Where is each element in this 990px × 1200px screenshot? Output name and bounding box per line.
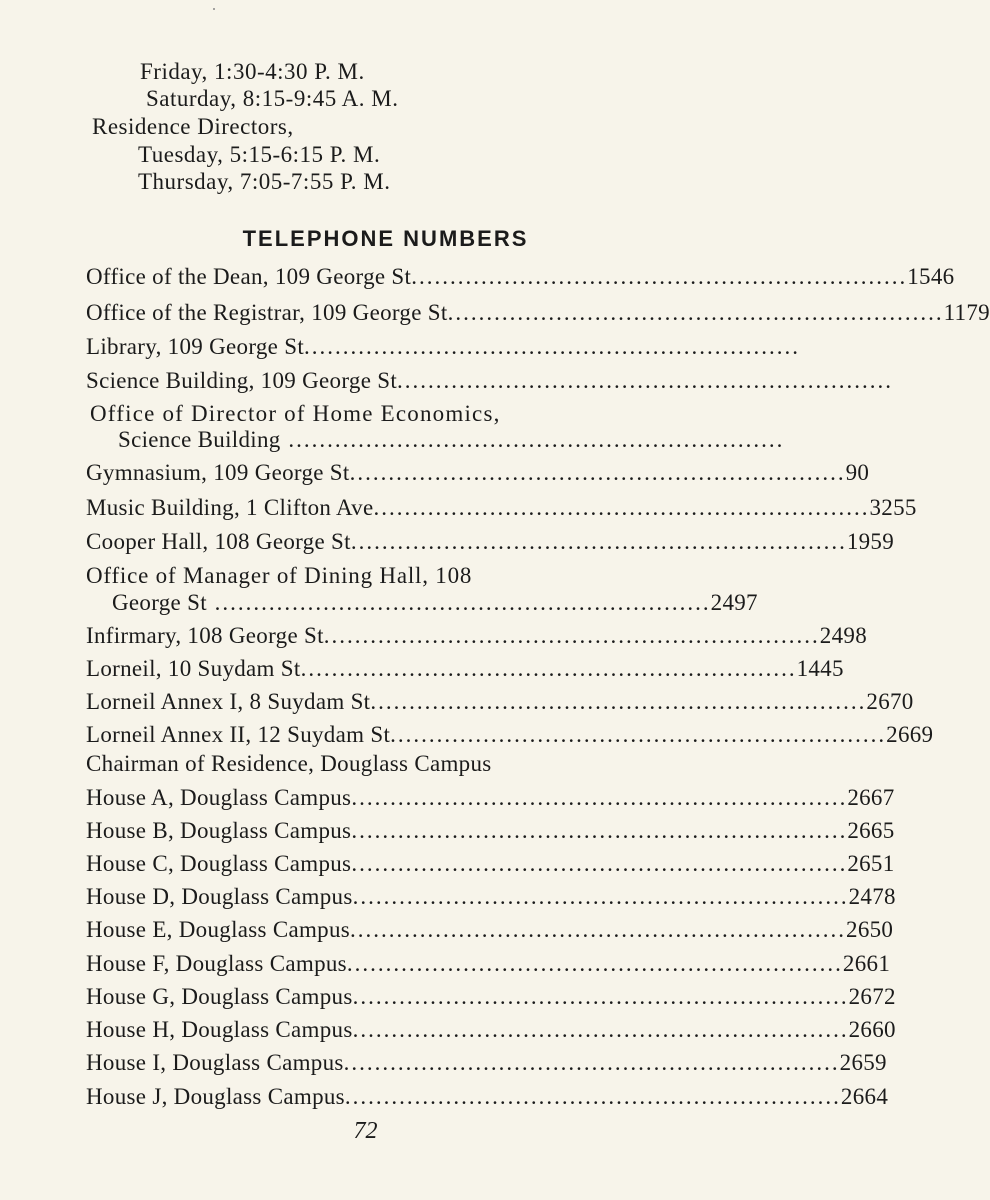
entry-label: Science Building, 109 George St <box>86 368 398 393</box>
leader-dots: ................................................................ <box>352 884 849 909</box>
list-item <box>86 883 896 910</box>
entry-number: 2672 <box>848 984 896 1009</box>
entry-number: 2651 <box>847 851 895 876</box>
entry-number: 2660 <box>848 1017 896 1042</box>
page-number: 72 <box>353 1118 378 1144</box>
entry-number: 2665 <box>847 818 895 843</box>
entry-number: 2667 <box>847 785 895 810</box>
list-item <box>118 426 785 453</box>
list-item <box>86 1049 887 1076</box>
list-item <box>86 784 895 811</box>
list-item <box>86 263 955 290</box>
entry-label: Library, 109 George St <box>86 334 305 359</box>
leader-dots: ................................................................ <box>373 495 870 520</box>
leader-dots: ................................................................ <box>350 529 847 554</box>
paper-speck <box>213 8 215 10</box>
leader-dots: ................................................................ <box>343 1050 840 1075</box>
list-item <box>86 655 844 682</box>
list-item <box>112 589 758 616</box>
entry-label: Lorneil Annex II, 12 Suydam St <box>86 722 391 747</box>
section-heading: TELEPHONE NUMBERS <box>242 226 529 251</box>
entry-label: Office of the Dean, 109 George St <box>86 264 412 289</box>
hours-line: Friday, 1:30-4:30 P. M. <box>140 59 365 84</box>
leader-dots: ................................................................ <box>352 1017 849 1042</box>
entry-label: Cooper Hall, 108 George St <box>86 529 351 554</box>
leader-dots: ................................................................ <box>351 818 848 843</box>
entry-number: 1546 <box>907 264 955 289</box>
entry-number: 2478 <box>848 884 896 909</box>
list-item <box>86 367 894 394</box>
entry-number: 2661 <box>842 951 891 976</box>
list-item <box>86 850 895 877</box>
list-item <box>86 622 867 649</box>
entry-number: 1179 <box>943 300 990 325</box>
entry-number: 2497 <box>710 590 758 615</box>
list-item <box>86 1016 896 1043</box>
hours-line: Residence Directors, <box>92 114 294 139</box>
list-item <box>86 494 917 521</box>
hours-line: Saturday, 8:15-9:45 A. M. <box>146 86 399 111</box>
entry-label: Infirmary, 108 George St <box>86 623 324 648</box>
entry-label: House A, Douglass Campus <box>86 785 352 810</box>
leader-dots: ................................................................ <box>344 1084 841 1109</box>
entry-number: 1445 <box>796 656 844 681</box>
entry-label: Office of Manager of Dining Hall, 108 <box>86 563 473 588</box>
leader-dots: ................................................................ <box>351 785 848 810</box>
entry-number: 3255 <box>869 495 917 520</box>
entry-label: House E, Douglass Campus <box>86 917 351 942</box>
entry-number: 2669 <box>886 722 934 747</box>
list-item <box>86 950 891 977</box>
leader-dots: ................................................................ <box>304 334 801 359</box>
entry-label: Chairman of Residence, Douglass Campus <box>86 751 492 776</box>
entry-label: Lorneil Annex I, 8 Suydam St <box>86 689 371 714</box>
entry-label: House J, Douglass Campus <box>86 1084 345 1109</box>
leader-dots: ................................................................ <box>300 656 797 681</box>
list-item <box>86 299 990 326</box>
hours-line: Tuesday, 5:15-6:15 P. M. <box>138 142 381 167</box>
hours-line: Thursday, 7:05-7:55 P. M. <box>138 169 391 194</box>
list-item <box>86 817 895 844</box>
leader-dots: ................................................................ <box>351 851 848 876</box>
list-item <box>86 333 801 360</box>
leader-dots: ................................................................ <box>349 460 846 485</box>
leader-dots: ................................................................ <box>280 427 785 452</box>
entry-label: House B, Douglass Campus <box>86 818 352 843</box>
entry-label: Lorneil, 10 Suydam St <box>86 656 301 681</box>
entry-number: 2670 <box>866 689 914 714</box>
entry-label: Music Building, 1 Clifton Ave <box>86 495 374 520</box>
entry-label: House H, Douglass Campus <box>86 1017 353 1042</box>
list-item <box>86 528 895 555</box>
entry-label: House G, Douglass Campus <box>86 984 353 1009</box>
leader-dots: ................................................................ <box>447 300 944 325</box>
list-item <box>86 1083 889 1110</box>
entry-number: 1959 <box>846 529 895 554</box>
entry-label: Office of Director of Home Economics, <box>90 401 501 426</box>
entry-number: 2664 <box>840 1084 889 1109</box>
entry-label: Office of the Registrar, 109 George St <box>86 300 448 325</box>
entry-number: 2659 <box>839 1050 887 1075</box>
list-item <box>86 916 894 943</box>
list-item <box>86 688 914 715</box>
leader-dots: ................................................................ <box>323 623 820 648</box>
entry-label: House C, Douglass Campus <box>86 851 352 876</box>
entry-number: 2498 <box>819 623 867 648</box>
entry-label: House D, Douglass Campus <box>86 884 353 909</box>
list-item <box>86 459 870 486</box>
leader-dots: ................................................................ <box>206 590 711 615</box>
list-item <box>86 983 896 1010</box>
leader-dots: ................................................................ <box>346 951 843 976</box>
entry-number: 90 <box>845 460 870 485</box>
entry-label: House F, Douglass Campus <box>86 951 347 976</box>
entry-label: House I, Douglass Campus <box>86 1050 344 1075</box>
leader-dots: ................................................................ <box>411 264 908 289</box>
leader-dots: ................................................................ <box>350 917 847 942</box>
entry-label: George St <box>112 590 207 615</box>
entry-label: Science Building <box>118 427 281 452</box>
entry-number: 2650 <box>846 917 894 942</box>
leader-dots: ................................................................ <box>352 984 849 1009</box>
leader-dots: ................................................................ <box>390 722 887 747</box>
leader-dots: ................................................................ <box>370 689 867 714</box>
entry-label: Gymnasium, 109 George St <box>86 460 350 485</box>
list-item <box>86 721 934 748</box>
leader-dots: ................................................................ <box>397 368 894 393</box>
